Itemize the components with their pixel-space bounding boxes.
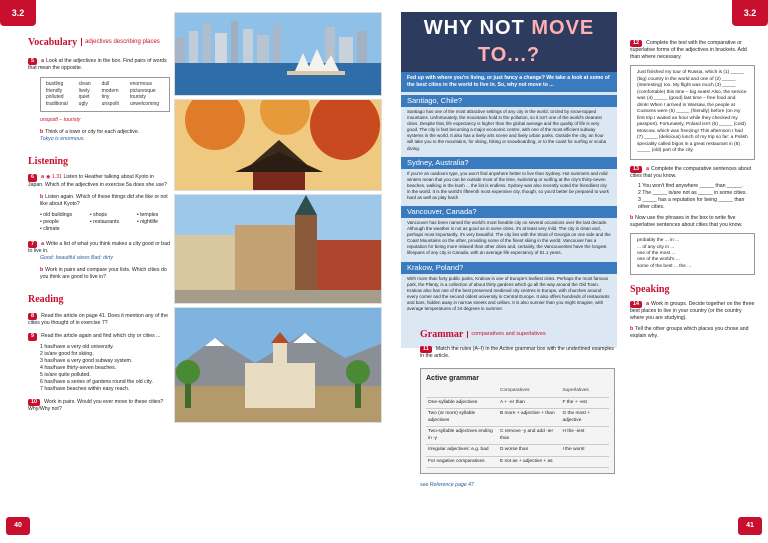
adjectives-box: bustling clean dull enormous friendly lively modern picturesque polluted quiet tiny touristy traditional ugly unspoilt unwelcoming bbox=[40, 77, 170, 112]
grammar-section bbox=[420, 328, 615, 489]
exercise-7b: b Work in pairs and compare your lists. Which cities do you think are good to live in? bbox=[40, 267, 167, 281]
exercise-7a: 7 a Write a list of what you think makes a city good or bad to live in. bbox=[28, 241, 170, 255]
grammar-subtitle: comparatives and superlatives bbox=[467, 331, 545, 338]
article-title: WHY NOT MOVE TO...? bbox=[401, 12, 617, 72]
city-heading: Sydney, Australia? bbox=[401, 157, 617, 169]
city-body: With more than forty public parks, Krakow is one of Europe's leafiest cities. Perhaps the most famous park, the Planty, is a collection of about thirty gardens which go all the way around the Old Town. Krakow also has one of the best preserved medieval city centres in Europe, with churches around every corner and the second oldest university in Central Europe. It also offers hundreds of restaurants and bars, hidden away in narrow streets and cellars. It is also sunnier than you might imagine, with average temperatures of 24 degrees in summer. bbox=[407, 275, 610, 311]
exercise-6b: b Listen again. Which of these things did she like or not like about Kyoto? bbox=[40, 193, 168, 207]
city-body: Santiago has one of the most attractive settings of any city in the world, circled by snow-topped mountains. Unfortunately, the mountains hold in the pollution, so it isn't one of the world's cleanest cities. Despite that, life expectancy is higher than the global average and the quality of life is very good. The city is fast becoming a major economic centre, with one of the most efficient subway systems in the world. It also has a lively arts scene and lively urban parks. Outside the city, an hour will take you to the mountains, for skiing, hiking or snowboarding, or to the coast for surfing or scuba diving. bbox=[407, 109, 607, 151]
article-panel bbox=[401, 12, 617, 348]
grammar-table bbox=[426, 386, 609, 468]
exercise-14b: b Tell the other groups which places you chose and explain why. bbox=[630, 326, 749, 340]
exercise-5a: 5 a Look at the adjectives in the box. Find pairs of words that mean the opposite. bbox=[28, 57, 167, 71]
exercise-12: 12 Complete the text with the comparative or superlative forms of the adjectives in brackets. Add than where necessary. bbox=[630, 40, 747, 61]
example-answer: unspoilt – touristy bbox=[40, 116, 81, 123]
city-heading: Santiago, Chile? bbox=[401, 95, 617, 107]
page-number-left: 40 bbox=[6, 517, 30, 535]
exercise-number: 5 bbox=[28, 58, 37, 65]
example-answer: Good: beautiful views Bad: dirty bbox=[40, 255, 113, 262]
active-grammar-title: Active grammar bbox=[426, 374, 479, 382]
city-body: Vancouver has been named the world's most liveable city on several occasions over the last decade. Although the weather is not as good as in some cities, it's at least very mild. The city is clean and, perhaps most importantly, it's very beautiful. The city lies with the Strait of Georgia on one side and the Coast Mountains on the other, providing some of the finest skiing in the world. Vancouver has a reputation for being more relaxed than other cities and, certainly, the Vancouverites have the longest lifespans of any city in Canada, with an average life expectancy of 81.1 years. bbox=[407, 220, 611, 256]
exercise-6a: 6 a ◉ 1.31 Listen to Heather talking about Kyoto in Japan. Which of the adjectives in exercise 5a does she use? bbox=[28, 174, 167, 188]
vocabulary-title: Vocabulary bbox=[28, 37, 78, 48]
kyoto-photo bbox=[174, 99, 382, 191]
reading-title: Reading bbox=[28, 294, 64, 306]
exercise-11: 11 Match the rules (A–I) in the Active grammar box with the underlined examples in the article. bbox=[420, 345, 615, 359]
city-body: If you're an outdoors type, you won't find anywhere better to live than Sydney. Hot summers and mild winters mean that you can be outside most of the time, swimming or surfing at the city's thirty-seven beaches, walking in the bush ... the list is endless. Sydney was also recently voted the friendliest city in the world. It is the world's fifteenth most expensive city, though, so you'd better be prepared to work hard as well as play hard! bbox=[407, 170, 609, 200]
phrases-box: probably the ... in ... ... of any city in ... one of the most ... one of the world's ... some of the best ... the ... bbox=[630, 233, 755, 275]
exercise-13a: 13 a Complete the comparative sentences about cities that you know. bbox=[630, 165, 752, 179]
example-answer: Tokyo is enormous. bbox=[40, 135, 85, 142]
things-list: • old buildings • shops • temples • people • restaurants • nightlife • climate bbox=[40, 211, 159, 232]
left-column bbox=[28, 36, 170, 413]
krakow-photo bbox=[174, 194, 382, 304]
santiago-photo bbox=[174, 307, 382, 423]
table-row: Two (or more) syllable adjectives B more + adjective + than G the most + adjective bbox=[426, 409, 609, 427]
vocabulary-subtitle: adjectives describing places bbox=[81, 38, 160, 46]
audio-track-icon[interactable]: ◉ bbox=[45, 174, 52, 181]
reference-link[interactable]: see Reference page 47 bbox=[420, 482, 474, 489]
grammar-title: Grammar bbox=[420, 329, 464, 340]
active-grammar-box bbox=[420, 368, 615, 474]
sentence-items: 1 You won't find anywhere _____ than _____. 2 The _____ is/are not as _____ in some cities. 3 _____ has a reputation for being _____ than other cities. bbox=[638, 182, 747, 211]
article-intro: Fed up with where you're living, or just fancy a change? We take a look at some of the best cities in the world to live in. So, why not move to ... bbox=[401, 72, 617, 92]
unit-tab-left: 3.2 bbox=[0, 0, 36, 26]
exercise-13b: b Now use the phrases in the box to write five superlative sentences about cities that you know. bbox=[630, 215, 743, 229]
page-number-right: 41 bbox=[738, 517, 762, 535]
table-header: Comparatives Superlatives bbox=[426, 386, 609, 397]
speaking-title: Speaking bbox=[630, 284, 670, 296]
unit-tab-right: 3.2 bbox=[732, 0, 768, 26]
city-heading: Vancouver, Canada? bbox=[401, 206, 617, 218]
reading-items: 1 has/have a very old university. 2 is/are good for skiing. 3 has/have a very good subway system. 4 has/have thirty-seven beaches. 5 is/are quite polluted. 6 has/have a series of gardens round the old city. 7 has/have beaches within easy reach. bbox=[40, 343, 153, 392]
sydney-photo bbox=[174, 12, 382, 96]
listening-title: Listening bbox=[28, 155, 69, 167]
exercise-14a: 14 a Work in groups. Decide together on the three best places to live in your country (or the country where you are studying). bbox=[630, 300, 755, 322]
table-row: For negative comparatives E not as + adjective + as bbox=[426, 456, 609, 467]
photo-column bbox=[174, 12, 382, 426]
exercise-9: 9 Read the article again and find which city or cities ... bbox=[28, 333, 170, 340]
exercise-8: 8 Read the article on page 41. Does it mention any of the cities you thought of in exercise 7? bbox=[28, 312, 168, 327]
gap-fill-text-box: Just finished my tour of Russia, which is (1) _____ (big) country in the world and one of (2) _____ (interesting) too. My flight was much (3) _____ (comfortable) this time – big seats! Also, the service was (4) _____ (good) last time – free food and drink! When I arrived in Warsaw, the people at Customs were (5) _____ (friendly) before (on my first trip I waited an hour while they checked my passport). Fortunately, Poland isn't (6) _____ (cold) Moscow, which was freezing! This afternoon I had (7) _____ (delicious) lunch of my trip so far: a Polish speciality called bigos in a great restaurant in (8) _____ (old) part of the city. bbox=[630, 65, 755, 159]
table-row: Irregular adjectives: e.g. bad D worse than I the worst bbox=[426, 445, 609, 456]
exercise-5b: b Think of a town or city for each adjective. bbox=[40, 128, 140, 135]
right-column bbox=[630, 40, 755, 340]
table-row: Two-syllable adjectives ending in -y C remove -y and add -ier than H the -iest bbox=[426, 427, 609, 445]
exercise-10: 10 Work in pairs. Would you ever move to these cities? Why/Why not? bbox=[28, 398, 164, 413]
city-heading: Krakow, Poland? bbox=[401, 262, 617, 274]
table-row: One-syllable adjectives A + -er than F the + -est bbox=[426, 397, 609, 408]
